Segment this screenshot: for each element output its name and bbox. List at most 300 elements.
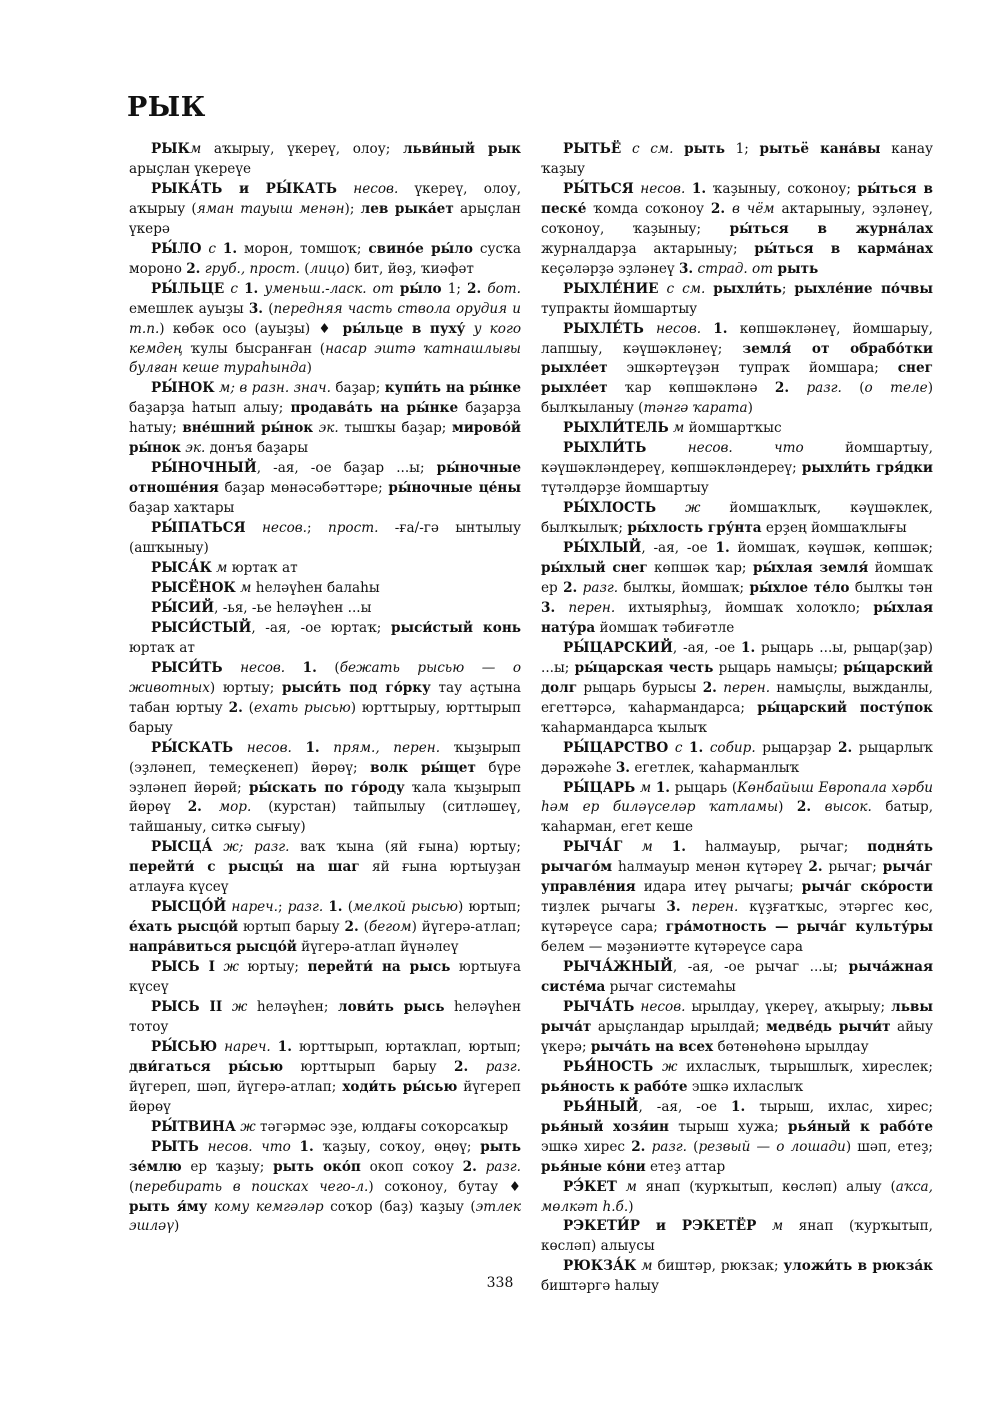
entry-text: һеләүһен; bbox=[247, 998, 338, 1015]
entry-headword: РЫСЦО́Й bbox=[151, 899, 227, 916]
entry-label: ж; разг. bbox=[212, 839, 290, 856]
entry-text: ( bbox=[129, 1178, 135, 1195]
entry-text: һеләүһен тотоу bbox=[129, 998, 522, 1035]
dictionary-entry bbox=[129, 958, 521, 998]
entry-label: бот. bbox=[487, 280, 522, 297]
entry-example: 3. bbox=[678, 260, 694, 277]
entry-example: 2. bbox=[796, 799, 812, 816]
entry-text: былҡы, йомшаҡ; bbox=[618, 579, 750, 596]
entry-text: ер ҡаҙыу; bbox=[181, 1158, 274, 1175]
entry-example: ры́хлый снег bbox=[541, 560, 648, 577]
entry-label: ж bbox=[653, 1058, 678, 1075]
dictionary-entry bbox=[541, 1098, 933, 1178]
entry-text: ; bbox=[781, 280, 795, 297]
entry-text: тиҙлек рычагы bbox=[541, 899, 667, 916]
entry-text: һеләүһен балаһы bbox=[251, 579, 380, 596]
entry-example: рья́ный к рабо́те bbox=[787, 1118, 933, 1135]
entry-headword: РЫ́ЛЬЦЕ bbox=[151, 280, 225, 297]
entry-example: рыча́г управле́ния bbox=[541, 859, 933, 896]
entry-headword: РЮКЗА́К bbox=[563, 1258, 637, 1275]
entry-example: 1. bbox=[222, 240, 238, 257]
entry-label: перен. bbox=[723, 679, 771, 696]
entry-text: , -ая, -ое баҙар ...ы; bbox=[256, 460, 437, 477]
entry-text: ) йүгерә-атлап; bbox=[411, 919, 521, 936]
entry-example: 3. bbox=[541, 599, 556, 616]
entry-example: вне́шний ры́нок bbox=[182, 420, 314, 437]
dictionary-entry bbox=[129, 379, 521, 459]
entry-text: , -ья, -ье һеләүһен ...ы bbox=[214, 599, 372, 616]
entry-headword: РЫХЛЕ́НИЕ bbox=[563, 280, 659, 297]
entry-text: ) bbox=[306, 360, 312, 377]
entry-example: свино́е ры́ло bbox=[368, 240, 473, 257]
entry-text: ҡулы бысранған ( bbox=[182, 340, 326, 357]
entry-label: м bbox=[211, 560, 228, 577]
dictionary-entry bbox=[129, 240, 521, 280]
entry-text: актарыныу, эҙләнеү, соҡоноу, ҡаҙыныу; bbox=[541, 200, 933, 237]
entry-label: в чём bbox=[732, 200, 775, 217]
entry-text: егетлек, ҡаһарманлыҡ bbox=[630, 759, 800, 776]
entry-text: рыцарҙар bbox=[755, 739, 838, 756]
entry-example: волк ры́щет bbox=[370, 759, 476, 776]
entry-text: юртып барыу bbox=[238, 919, 345, 936]
entry-text: йүгерә-атлап йүнәлеү bbox=[296, 939, 459, 956]
entry-headword: РЫСЁНОК bbox=[151, 579, 236, 596]
entry-text: ) bbox=[747, 400, 753, 417]
entry-text bbox=[271, 1039, 278, 1055]
dictionary-entry bbox=[129, 1118, 521, 1138]
entry-text: ( bbox=[342, 899, 354, 916]
entry-label: разг. bbox=[287, 899, 324, 916]
entry-text: ихласлыҡ, тырышлыҡ, хиреслек; bbox=[677, 1058, 933, 1075]
dictionary-entry bbox=[129, 1038, 521, 1118]
entry-label: эк. bbox=[318, 420, 339, 437]
entry-example: 1. bbox=[671, 839, 686, 856]
entry-example: львы рыча́т bbox=[541, 998, 933, 1035]
entry-label: с bbox=[201, 240, 216, 257]
entry-label: насар эштә ҡатнашлығы булған кеше тураһында bbox=[129, 340, 521, 377]
entry-text: соҡор (баҙ) ҡаҙыу ( bbox=[323, 1198, 476, 1215]
entry-text: , -ая, -ое bbox=[672, 639, 742, 656]
entry-text: кеҫәләрҙә эҙләнеү bbox=[541, 260, 679, 277]
entry-example: рыть я́му bbox=[129, 1198, 208, 1215]
entry-text: былҡы тән bbox=[849, 579, 933, 596]
dictionary-entry bbox=[541, 998, 933, 1058]
entry-label: с bbox=[224, 280, 238, 297]
entry-headword: РЫТЬЁ bbox=[563, 141, 622, 157]
entry-text: рыцарлыҡ дәрәжәһе bbox=[541, 739, 934, 776]
entry-text: ( bbox=[841, 380, 865, 397]
entry-headword: РЫ́ХЛОСТЬ bbox=[563, 500, 657, 517]
entry-example: ры́ться в песке́ bbox=[541, 180, 933, 217]
entry-text: юрттырып, юртаҡлап, юртып; bbox=[292, 1038, 521, 1055]
entry-headword: РЫ́ХЛЫЙ bbox=[563, 540, 642, 557]
entry-text: белем — мәҙәниәтте күтәреүсе сара bbox=[541, 939, 803, 956]
entry-label: нареч. bbox=[226, 899, 278, 916]
entry-text: һалмауыр менән күтәреү bbox=[612, 859, 809, 876]
entry-text: ) соҡоноу, бутау ♦ bbox=[368, 1178, 521, 1195]
entry-example: рья́ность к рабо́те bbox=[541, 1078, 688, 1095]
dictionary-entry bbox=[541, 639, 933, 739]
entry-example: ры́ться в журна́лах bbox=[729, 220, 933, 237]
entry-text: ҡала ҡыҙырып йөрөү bbox=[129, 779, 521, 816]
entry-example: льви́ный рык bbox=[402, 141, 521, 157]
entry-example: рыча́жная систе́ма bbox=[541, 959, 933, 996]
running-head: РЫК bbox=[127, 92, 206, 123]
entry-example: ры́хлость гру́нта bbox=[627, 520, 762, 537]
entry-label: бежать рысью — о животных bbox=[129, 659, 522, 696]
entry-example: уложи́ть в рюкза́к bbox=[783, 1258, 933, 1275]
entry-example: рыть зе́млю bbox=[129, 1138, 521, 1175]
entry-label: тәнгә ҡарата bbox=[643, 400, 748, 417]
entry-example: 2. bbox=[462, 1158, 477, 1175]
entry-example: е́хать рысцо́й bbox=[129, 919, 239, 936]
entry-example: 1. bbox=[655, 779, 671, 796]
dictionary-entry bbox=[129, 140, 521, 180]
entry-text: йүгереп, шәп, йүгерә-атлап; bbox=[129, 1078, 343, 1095]
entry-text: һалмауыр, рычаг; bbox=[685, 839, 868, 856]
entry-label: м bbox=[636, 1258, 653, 1275]
entry-text: рычаг; bbox=[822, 859, 883, 876]
entry-label: Көнбайыш Европала хәрби һәм ер биләүселәр ҡатламы bbox=[541, 779, 934, 816]
entry-headword: РЫ́ЦАРЬ bbox=[563, 779, 636, 796]
entry-text: арыҫлан үкереүе bbox=[129, 160, 252, 177]
entry-example: ры́хлое те́ло bbox=[749, 579, 850, 596]
left-column bbox=[129, 140, 521, 1237]
dictionary-entry bbox=[541, 779, 933, 839]
dictionary-entry bbox=[541, 419, 933, 439]
entry-label: м bbox=[616, 1178, 637, 1195]
entry-text: бүре эҙләнеп йөрөй; bbox=[129, 759, 521, 796]
entry-example: ры́ться в карма́нах bbox=[754, 240, 933, 257]
dictionary-entry bbox=[129, 998, 521, 1038]
entry-text: 1; bbox=[724, 141, 760, 157]
dictionary-entry bbox=[541, 838, 933, 958]
entry-text: ) бит, йөҙ, ҡиәфәт bbox=[344, 260, 474, 277]
entry-label: м; в разн. знач. bbox=[214, 380, 331, 397]
entry-text: донъя баҙары bbox=[205, 440, 309, 457]
entry-text: ) bbox=[173, 1218, 180, 1235]
entry-example: ры́царская честь bbox=[574, 659, 714, 676]
entry-label: ехать рысью bbox=[254, 699, 351, 716]
entry-label: несов. bbox=[643, 320, 702, 337]
entry-text: тырыш, ихлас, хирес; bbox=[745, 1098, 933, 1115]
entry-example: ры́царский долг bbox=[541, 659, 933, 696]
entry-example: ры́ночные це́ны bbox=[388, 480, 521, 497]
entry-headword: РЫХЛЕ́ТЬ bbox=[563, 320, 644, 337]
entry-example: 1. bbox=[277, 1038, 292, 1055]
entry-text bbox=[320, 740, 334, 756]
entry-label: разг. bbox=[651, 1138, 687, 1155]
entry-headword: РЫЧА́ЖНЫЙ bbox=[563, 959, 673, 976]
entry-text bbox=[811, 799, 825, 815]
entry-text: 1; bbox=[441, 280, 468, 297]
entry-text: юртыу; bbox=[238, 959, 308, 976]
entry-headword: РЫЧА́ТЬ bbox=[563, 998, 635, 1015]
entry-text bbox=[681, 899, 692, 915]
entry-text: көпшәк ҡар; bbox=[647, 560, 753, 577]
entry-text: түтәлдәрҙе йомшартыу bbox=[541, 480, 709, 497]
entry-text: морон, томшоҡ; bbox=[237, 240, 369, 257]
entry-text: йүгереп йөрөү bbox=[129, 1078, 521, 1115]
entry-label: с см. bbox=[621, 141, 674, 157]
entry-example: 2. bbox=[710, 200, 726, 217]
entry-text bbox=[465, 321, 473, 337]
entry-example: дви́гаться ры́сью bbox=[129, 1058, 284, 1075]
entry-label: этлек эшләү bbox=[129, 1198, 521, 1235]
entry-text: ҡомда соҡоноу bbox=[586, 200, 711, 217]
entry-example: 1. bbox=[741, 639, 756, 656]
entry-text bbox=[291, 1139, 300, 1155]
entry-headword: РЫЧА́Г bbox=[563, 839, 623, 856]
entry-text bbox=[555, 600, 568, 616]
entry-label: перен. bbox=[691, 899, 739, 916]
entry-text: ) юртыу; bbox=[209, 679, 282, 696]
entry-example: 2. bbox=[453, 1058, 469, 1075]
dictionary-entry bbox=[541, 1058, 933, 1098]
entry-text: ( bbox=[242, 699, 254, 716]
entry-label: несов. bbox=[337, 180, 399, 197]
dictionary-entry bbox=[129, 280, 521, 380]
entry-text: баҙар мөнәсәбәттәре; bbox=[218, 480, 389, 497]
entry-text: рыцарь намыҫы; bbox=[713, 659, 844, 676]
dictionary-entry bbox=[541, 439, 933, 499]
entry-label: бегом bbox=[368, 919, 412, 936]
entry-text: рыцарь ( bbox=[670, 779, 738, 796]
entry-text: ҡаҙыныу, соҡоноу; bbox=[706, 180, 858, 197]
entry-text: баҙарҙа һатып алыу; bbox=[129, 400, 291, 417]
entry-text bbox=[468, 1059, 485, 1075]
entry-text: ); bbox=[344, 200, 361, 217]
entry-text: ( bbox=[358, 919, 369, 936]
entry-label: разг. bbox=[806, 380, 842, 397]
entry-text: бөтөнөһөнә ырылдау bbox=[713, 1038, 869, 1055]
dictionary-entry bbox=[541, 1217, 933, 1257]
dictionary-entry bbox=[541, 539, 933, 639]
entry-example: ры́скать по го́роду bbox=[248, 779, 405, 796]
entry-example: рыхли́ть гря́дки bbox=[801, 460, 933, 477]
entry-label: страд. от bbox=[697, 260, 774, 277]
entry-text: ) bbox=[778, 799, 797, 816]
entry-text: ҡыҙырып (эҙләнеп, темеҫкенеп) йөрөү; bbox=[129, 739, 521, 776]
entry-text: ырылдау, үкереү, аҡырыу; bbox=[685, 998, 892, 1015]
dictionary-entry bbox=[541, 739, 933, 779]
entry-text: ) юрттырыу, юрттырып барыу bbox=[129, 699, 522, 736]
entry-text: юртаҡ ат bbox=[129, 639, 195, 656]
entry-example: 2. bbox=[563, 579, 578, 596]
entry-text bbox=[703, 740, 710, 756]
entry-text bbox=[653, 839, 672, 855]
entry-text: ) bbox=[628, 1198, 634, 1215]
entry-example: 2. bbox=[344, 919, 359, 936]
entry-headword: РЫСЬ II bbox=[151, 998, 223, 1015]
entry-text bbox=[725, 201, 732, 217]
entry-headword: РЫСИ́ТЬ bbox=[151, 659, 223, 676]
entry-text: ) көбәк осо (ауыҙы) ♦ bbox=[159, 320, 343, 337]
entry-text: журналдарҙа актарыныу; bbox=[541, 240, 755, 257]
entry-text: арыҫландар ырылдай; bbox=[591, 1018, 767, 1035]
entry-headword: РЫСЦА́ bbox=[151, 839, 213, 856]
entry-text: ихтыярһыҙ, йомшаҡ холоҡло; bbox=[615, 599, 874, 616]
entry-label: перен. bbox=[568, 599, 616, 616]
dictionary-entry bbox=[541, 140, 933, 180]
entry-example: 1. bbox=[689, 739, 704, 756]
entry-example: 1. bbox=[715, 540, 730, 557]
entry-example: гра́мотность — рыча́г культу́ры bbox=[665, 919, 933, 936]
entry-label: ж bbox=[222, 998, 248, 1015]
entry-label: несов. bbox=[633, 180, 686, 197]
entry-example: 2. bbox=[186, 260, 201, 277]
entry-text: ваҡ ҡына (яй ғына) юртыу; bbox=[289, 839, 521, 856]
entry-example: ры́ночные отноше́ния bbox=[129, 460, 521, 497]
entry-headword: РЫ́НОЧНЫЙ bbox=[151, 460, 257, 477]
entry-text: ( bbox=[263, 300, 274, 317]
dictionary-entry bbox=[541, 499, 933, 539]
entry-text: , -ая, -ое bbox=[641, 540, 716, 557]
entry-label: м bbox=[235, 579, 252, 596]
entry-example: земля́ от обрабо́тки рыхле́ет bbox=[541, 340, 933, 377]
entry-example: напра́виться рысцо́й bbox=[129, 939, 297, 956]
dictionary-entry bbox=[129, 579, 521, 599]
entry-text: көпшәкләнеү, йомшарыу, лапшыу, кәүшәкләнеү; bbox=[541, 320, 933, 357]
entry-text bbox=[673, 141, 684, 157]
entry-text: окоп соҡоу bbox=[360, 1158, 463, 1175]
dictionary-entry bbox=[129, 898, 521, 958]
entry-headword: РЫ́НОК bbox=[151, 380, 215, 397]
entry-label: разг. bbox=[582, 579, 619, 596]
entry-text: ) юртып; bbox=[458, 899, 521, 916]
entry-text bbox=[701, 321, 713, 337]
entry-example: 2. bbox=[808, 859, 823, 876]
entry-label: м bbox=[622, 839, 653, 856]
entry-text: ( bbox=[316, 659, 340, 676]
entry-text: ҡар көпшәкләнә bbox=[607, 380, 775, 397]
entry-example: 2. bbox=[228, 699, 243, 716]
entry-label: с bbox=[668, 739, 683, 756]
entry-label: перебирать в поисках чего-л. bbox=[134, 1178, 369, 1195]
entry-example: перейти́ на рысь bbox=[307, 959, 451, 976]
entry-headword: РЫХЛИ́ТЕЛЬ bbox=[563, 420, 669, 437]
entry-text: янап (ҡурҡытып, көсләп) алыусы bbox=[541, 1218, 934, 1255]
dictionary-entry bbox=[129, 739, 521, 839]
entry-text: емешлек ауыҙы bbox=[129, 300, 249, 317]
entry-example: рыси́стый конь bbox=[391, 619, 521, 636]
entry-example: 2. bbox=[837, 739, 853, 756]
entry-example: ры́царский посту́пок bbox=[757, 699, 934, 716]
page-number: 338 bbox=[486, 1275, 514, 1291]
entry-example: 2. bbox=[774, 380, 790, 397]
entry-headword: РЭКЕТИ́Р и РЭКЕТЁР bbox=[563, 1218, 757, 1235]
entry-headword: РЫХЛИ́ТЬ bbox=[563, 440, 647, 457]
entry-text bbox=[202, 799, 219, 815]
entry-example: 1. bbox=[305, 739, 320, 756]
entry-label: прям., перен. bbox=[333, 739, 441, 756]
entry-text: ; bbox=[277, 899, 288, 916]
entry-headword: РЫ́ТВИНА bbox=[151, 1118, 236, 1135]
entry-text: йомшаҡлыҡ, кәүшәклек, былҡылыҡ; bbox=[541, 500, 933, 537]
dictionary-entry bbox=[129, 459, 521, 519]
entry-headword: РЫТЬ bbox=[151, 1138, 199, 1155]
entry-label: м bbox=[756, 1218, 784, 1235]
dictionary-entry bbox=[129, 619, 521, 659]
entry-example: лев рыка́ет bbox=[360, 200, 454, 217]
entry-text: ( bbox=[299, 260, 310, 277]
entry-label: ж bbox=[656, 500, 701, 517]
entry-text: (курстан) тайпылыу (ситләшеү, тайшаныу, ситкә сығыу) bbox=[129, 799, 521, 836]
entry-text bbox=[216, 241, 223, 257]
entry-example: рытьё кана́вы bbox=[759, 141, 881, 157]
entry-example: рыхли́ть bbox=[713, 280, 782, 297]
entry-headword: РЫ́ПАТЬСЯ bbox=[151, 520, 246, 537]
entry-text: йомшаҡ, кәүшәк, көпшәк; bbox=[729, 540, 933, 557]
entry-example: лови́ть рысь bbox=[338, 998, 445, 1015]
entry-label: разг. bbox=[485, 1158, 521, 1175]
entry-headword: РЫСИ́СТЫЙ bbox=[151, 619, 252, 636]
entry-example: рыча́г ско́рости bbox=[801, 879, 933, 896]
entry-text bbox=[292, 740, 306, 756]
entry-text: йомшаҡ тәбиғәтле bbox=[595, 619, 735, 636]
entry-example: 2. bbox=[187, 799, 202, 816]
entry-text: ерҙең йомшаҡлығы bbox=[761, 520, 907, 537]
entry-example: 1. bbox=[731, 1098, 746, 1115]
entry-headword: РЫСЬ I bbox=[151, 959, 215, 976]
dictionary-entry bbox=[129, 1138, 521, 1238]
entry-example: 1. bbox=[713, 320, 728, 337]
entry-example: 3. bbox=[666, 899, 681, 916]
right-column bbox=[541, 140, 933, 1297]
entry-label: лицо bbox=[309, 260, 345, 277]
entry-text: йомшартыу, кәүшәкләндереү, көпшәкләндереү; bbox=[541, 440, 933, 477]
entry-example: ры́ло bbox=[399, 280, 442, 297]
entry-example: 3. bbox=[615, 759, 631, 776]
entry-label: разг. bbox=[485, 1058, 521, 1075]
dictionary-entry bbox=[129, 559, 521, 579]
entry-example: медве́дь рычи́т bbox=[766, 1018, 891, 1035]
entry-text: юртыуға күсеү bbox=[129, 959, 522, 996]
dictionary-entry bbox=[541, 320, 933, 420]
entry-example: 1. bbox=[691, 180, 707, 197]
entry-label: несов. что bbox=[198, 1138, 291, 1155]
dictionary-entry bbox=[541, 1178, 933, 1218]
entry-label: мелкой рысью bbox=[353, 899, 458, 916]
entry-example: снег рыхле́ет bbox=[541, 360, 933, 397]
entry-label: нареч. bbox=[217, 1038, 271, 1055]
entry-text: тупракты йомшартыу bbox=[541, 300, 698, 317]
entry-text: баҙар хаҡтары bbox=[129, 500, 235, 517]
entry-label: аҡса, мөлкәт һ.б. bbox=[541, 1178, 933, 1215]
entry-headword: РЫ́ЦАРСТВО bbox=[563, 739, 669, 756]
entry-label: несов. bbox=[233, 739, 292, 756]
entry-text: тышҡы баҙар; bbox=[338, 420, 452, 437]
entry-example: рья́ный хозя́ин bbox=[541, 1118, 669, 1135]
entry-headword: РЭ́КЕТ bbox=[563, 1178, 617, 1195]
dictionary-entry bbox=[129, 519, 521, 559]
entry-text: рычаг системаһы bbox=[605, 979, 736, 996]
entry-text: намыҫлы, выжданлы, егеттәрсә, ҡаһармандарса; bbox=[541, 679, 933, 716]
entry-label: эк. bbox=[185, 440, 206, 457]
entry-text: янап (ҡурҡытып, көсләп) алыу ( bbox=[636, 1178, 896, 1195]
dictionary-entry bbox=[129, 838, 521, 898]
entry-text: юрттырып барыу bbox=[283, 1058, 454, 1075]
entry-headword: РЫ́СИЙ bbox=[151, 599, 215, 616]
entry-example: 1. bbox=[328, 899, 343, 916]
entry-label: у кого кемдең bbox=[129, 320, 522, 357]
entry-text: тырыш хужа; bbox=[668, 1118, 788, 1135]
entry-example: 1. bbox=[244, 280, 259, 297]
entry-text bbox=[285, 660, 303, 676]
entry-text: ҡаҙыу, соҡоу, өңөү; bbox=[313, 1138, 481, 1155]
entry-example: рыча́ть на всех bbox=[590, 1038, 714, 1055]
entry-example: ры́льце в пуху́ bbox=[342, 320, 466, 337]
